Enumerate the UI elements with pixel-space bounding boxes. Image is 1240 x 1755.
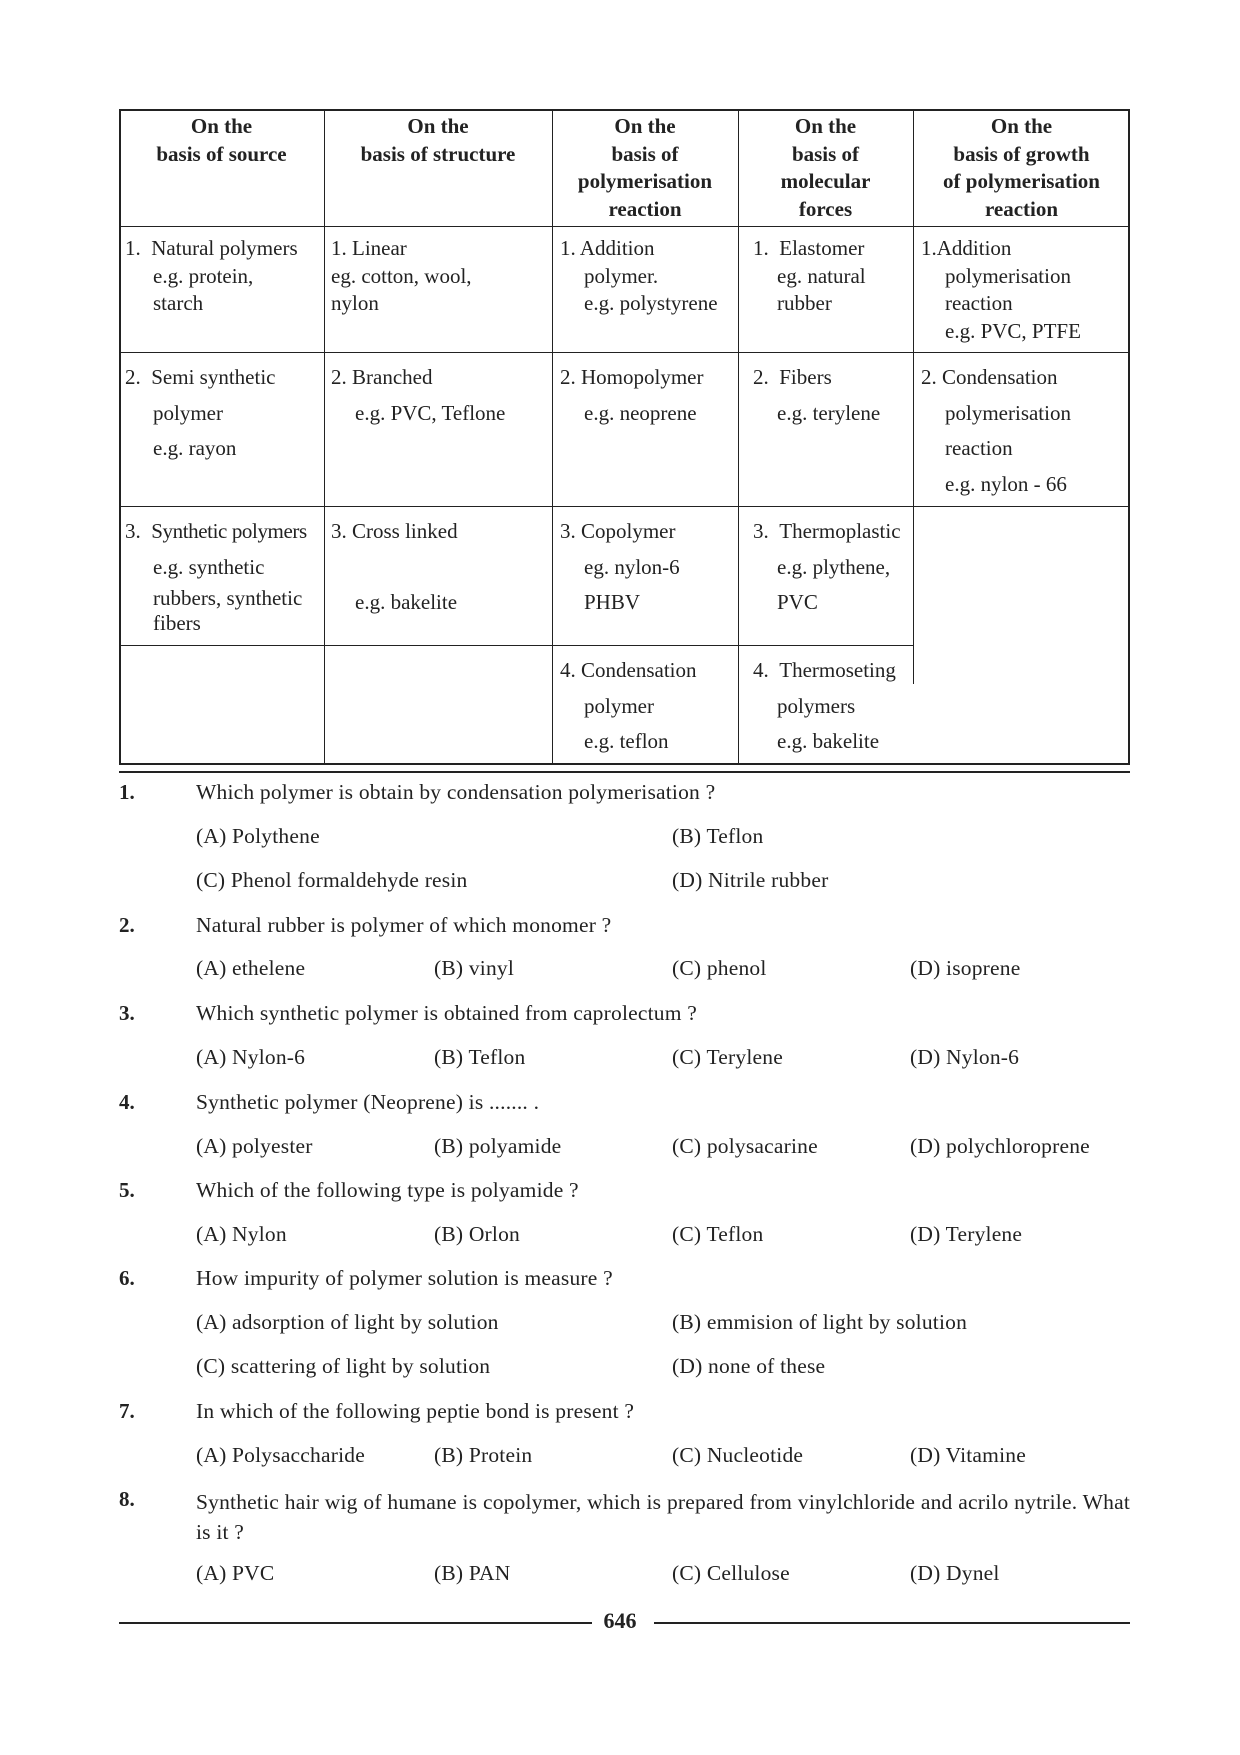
header-structure: On the basis of structure: [360, 114, 516, 166]
option-d[interactable]: (D) Terylene: [910, 1222, 1023, 1246]
cell-forces-2: 2. Fibers e.g. terylene: [753, 365, 881, 425]
cell-structure-1: 1. Linear eg. cotton, wool, nylon: [331, 236, 472, 315]
option-b[interactable]: (B) Teflon: [434, 1045, 526, 1069]
question-text: Synthetic hair wig of humane is copolymer, which is prepared from vinylchloride and acrilo nytrile. What is it ?: [196, 1490, 1130, 1544]
cell-source-2: 2. Semi synthetic polymer e.g. rayon: [125, 365, 276, 460]
question-text: Natural rubber is polymer of which monomer ?: [196, 913, 612, 937]
question-text: Synthetic polymer (Neoprene) is ....... .: [196, 1090, 540, 1114]
question-number: 2.: [119, 913, 135, 937]
cell-structure-3: 3. Cross linked e.g. bakelite: [331, 519, 458, 614]
option-c[interactable]: (C) Cellulose: [672, 1561, 790, 1585]
option-a[interactable]: (A) Nylon: [196, 1222, 287, 1246]
header-source: On the basis of source: [156, 114, 287, 166]
cell-source-3: 3. Synthetic polymers e.g. synthetic rubbers, synthetic fibers: [125, 519, 307, 635]
question-number: 8.: [119, 1487, 135, 1511]
cell-growth-1: 1.Addition polymerisation reaction e.g. PVC, PTFE: [921, 236, 1081, 343]
question-number: 3.: [119, 1001, 135, 1025]
row-divider: [119, 506, 1130, 507]
option-a[interactable]: (A) Polysaccharide: [196, 1443, 365, 1467]
question-text: Which synthetic polymer is obtained from caprolectum ?: [196, 1001, 697, 1025]
cell-forces-1: 1. Elastomer eg. natural rubber: [753, 236, 866, 315]
option-c[interactable]: (C) Teflon: [672, 1222, 764, 1246]
option-b[interactable]: (B) polyamide: [434, 1134, 562, 1158]
option-d[interactable]: (D) Nitrile rubber: [672, 868, 829, 892]
row-divider: [119, 226, 1130, 227]
header-polymerisation-reaction: On the basis of polymerisation reaction: [577, 114, 713, 221]
option-a[interactable]: (A) adsorption of light by solution: [196, 1310, 499, 1334]
polymer-classification-table: [119, 109, 1130, 765]
option-c[interactable]: (C) Nucleotide: [672, 1443, 804, 1467]
cell-reaction-4: 4. Condensation polymer e.g. teflon: [560, 658, 697, 753]
option-b[interactable]: (B) Protein: [434, 1443, 533, 1467]
option-b[interactable]: (B) PAN: [434, 1561, 511, 1585]
option-d[interactable]: (D) polychloroprene: [910, 1134, 1090, 1158]
cell-source-1: 1. Natural polymers e.g. protein, starch: [125, 236, 298, 315]
question-text: Which of the following type is polyamide ?: [196, 1178, 579, 1202]
cell-reaction-3: 3. Copolymer eg. nylon-6 PHBV: [560, 519, 680, 614]
header-growth: On the basis of growth of polymerisation reaction: [943, 114, 1100, 221]
option-b[interactable]: (B) Teflon: [672, 824, 764, 848]
question-text: In which of the following peptie bond is present ?: [196, 1399, 635, 1423]
option-d[interactable]: (D) Vitamine: [910, 1443, 1026, 1467]
question-number: 5.: [119, 1178, 135, 1202]
question-number: 6.: [119, 1266, 135, 1290]
table-separator-rule: [119, 771, 1130, 773]
page-number: 646: [603, 1608, 637, 1633]
option-c[interactable]: (C) phenol: [672, 956, 767, 980]
col-divider: [324, 109, 325, 765]
option-b[interactable]: (B) Orlon: [434, 1222, 520, 1246]
option-a[interactable]: (A) polyester: [196, 1134, 313, 1158]
question-number: 4.: [119, 1090, 135, 1114]
row-divider: [119, 645, 913, 646]
cell-reaction-1: 1. Addition polymer. e.g. polystyrene: [560, 236, 718, 315]
option-d[interactable]: (D) Nylon-6: [910, 1045, 1020, 1069]
option-d[interactable]: (D) isoprene: [910, 956, 1021, 980]
option-b[interactable]: (B) emmision of light by solution: [672, 1310, 968, 1334]
option-a[interactable]: (A) ethelene: [196, 956, 306, 980]
option-c[interactable]: (C) Terylene: [672, 1045, 783, 1069]
cell-structure-2: 2. Branched e.g. PVC, Teflone: [331, 365, 506, 425]
cell-forces-3: 3. Thermoplastic e.g. plythene, PVC: [753, 519, 901, 614]
option-d[interactable]: (D) Dynel: [910, 1561, 1000, 1585]
option-c[interactable]: (C) scattering of light by solution: [196, 1354, 491, 1378]
option-d[interactable]: (D) none of these: [672, 1354, 826, 1378]
option-c[interactable]: (C) Phenol formaldehyde resin: [196, 868, 468, 892]
row-divider: [119, 352, 1130, 353]
cell-reaction-2: 2. Homopolymer e.g. neoprene: [560, 365, 704, 425]
question-text: How impurity of polymer solution is measure ?: [196, 1266, 613, 1290]
option-a[interactable]: (A) Polythene: [196, 824, 320, 848]
cell-growth-2: 2. Condensation polymerisation reaction e.g. nylon - 66: [921, 365, 1071, 496]
cell-forces-4: 4. Thermoseting polymers e.g. bakelite: [753, 658, 896, 753]
option-b[interactable]: (B) vinyl: [434, 956, 515, 980]
header-molecular-forces: On the basis of molecular forces: [780, 114, 871, 221]
question-number: 7.: [119, 1399, 135, 1423]
question-text: Which polymer is obtain by condensation polymerisation ?: [196, 780, 716, 804]
option-a[interactable]: (A) Nylon-6: [196, 1045, 306, 1069]
option-a[interactable]: (A) PVC: [196, 1561, 275, 1585]
option-c[interactable]: (C) polysacarine: [672, 1134, 818, 1158]
question-number: 1.: [119, 780, 135, 804]
